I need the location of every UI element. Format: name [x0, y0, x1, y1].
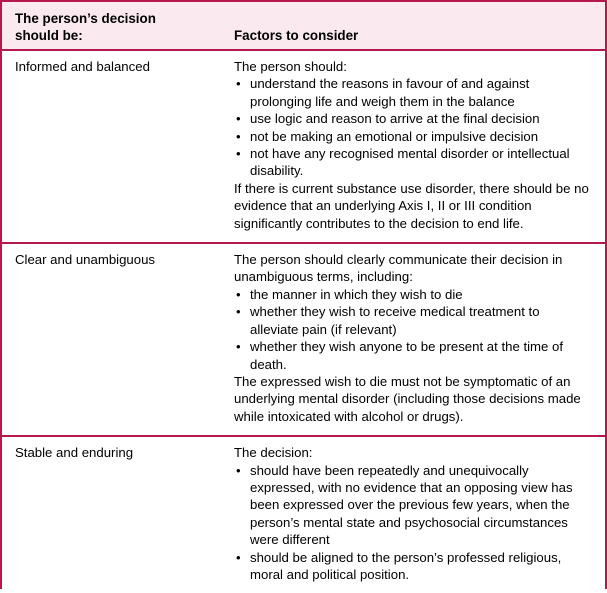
row-label-clear-and-unambiguous: Clear and unambiguous: [2, 243, 234, 436]
table-row: [2, 436, 605, 593]
list-item: • use logic and reason to arrive at the final decision: [234, 110, 591, 127]
factors-bullet-list: [234, 462, 591, 584]
row-label-informed-and-balanced: Informed and balanced: [2, 50, 234, 243]
decision-criteria-table: [2, 2, 605, 593]
column-header-factors: Factors to consider: [234, 2, 605, 50]
list-item: • not be making an emotional or impulsive decision: [234, 128, 591, 145]
factors-bullet-list: [234, 286, 591, 373]
list-item: • understand the reasons in favour of and against prolonging life and weigh them in the balance: [234, 75, 591, 110]
row-factors-stable-and-enduring: [234, 436, 605, 593]
column-header-decision-line1: The person’s decision: [15, 11, 156, 26]
list-item: • whether they wish to receive medical treatment to alleviate pain (if relevant): [234, 303, 591, 338]
list-item: • should have been repeatedly and unequivocally expressed, with no evidence that an opposing view has been expressed over the previous few years, when the person’s mental state and psychosocial circumstances were different: [234, 462, 591, 549]
table-row: [2, 50, 605, 243]
table-body: [2, 50, 605, 593]
table-header-row: [2, 2, 605, 50]
factors-intro: The decision:: [234, 445, 313, 461]
list-item: • whether they wish anyone to be present at the time of death.: [234, 338, 591, 373]
list-item: • not have any recognised mental disorder or intellectual disability.: [234, 145, 591, 180]
column-header-decision: [2, 2, 234, 50]
factors-intro: The person should clearly communicate their decision in unambiguous terms, including:: [234, 252, 563, 285]
column-header-decision-line2: should be:: [15, 28, 83, 43]
factors-intro: The person should:: [234, 59, 347, 74]
factors-outro: If there is current substance use disorder, there should be no evidence that an underlying Axis I, II or III condition significantly contributes to the decision to end life.: [234, 180, 589, 231]
table-row: [2, 243, 605, 436]
row-factors-informed-and-balanced: [234, 50, 605, 243]
factors-bullet-list: [234, 75, 591, 179]
list-item: • the manner in which they wish to die: [234, 286, 591, 303]
factors-outro: The expressed wish to die must not be symptomatic of an underlying mental disorder (including those decisions made while intoxicated with alcohol or drugs).: [234, 373, 581, 424]
table-header: [2, 2, 605, 50]
list-item: • should be aligned to the person’s professed religious, moral and political position.: [234, 549, 591, 584]
row-factors-clear-and-unambiguous: [234, 243, 605, 436]
row-label-stable-and-enduring: Stable and enduring: [2, 436, 234, 593]
